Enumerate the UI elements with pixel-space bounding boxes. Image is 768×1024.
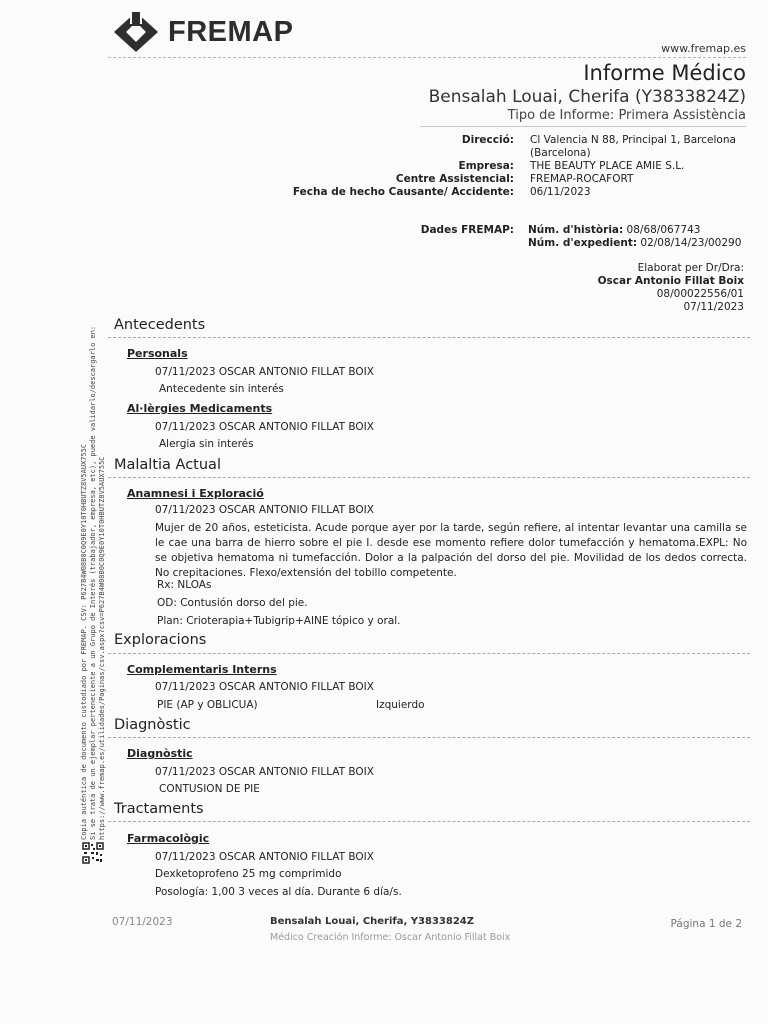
side-legal-line: Copia auténtica de documento custodiado por FREMAP. CSV: P627B4W08B0C0Q9E0Y10T0HBUTZ8V5AUX755C (80, 443, 88, 840)
anamnesi-paragraph: Mujer de 20 años, esteticista. Acude porque ayer por la tarde, según refiere, al intentar levantar una camilla se le cae una barra de hierro sobre el pie I. desde ese momento refiere dolor tumefacción y hematoma.EXPL: No se objetiva hematoma ni tumefacción. Dolor a la palpación del dorso del pie. Movilidad de los dedos correcta. No crepitaciones. Flexo/extensión del tobillo competente. (155, 522, 747, 579)
alergies-entry-text: Alergia sin interés (159, 438, 254, 450)
elaborat-doctor: Oscar Antonio Fillat Boix (597, 275, 744, 287)
section-diagnostic-title: Diagnòstic (114, 717, 191, 733)
personals-entry-text: Antecedente sin interés (159, 383, 284, 395)
diagnostic-text: CONTUSION DE PIE (159, 783, 260, 795)
elaborat-block (598, 262, 744, 314)
diagnostic-sub-title: Diagnòstic (127, 747, 193, 760)
farmacologic-entry-head: 07/11/2023 OSCAR ANTONIO FILLAT BOIX (155, 851, 374, 863)
direccio-value: Cl Valencia N 88, Principal 1, Barcelona (530, 134, 736, 146)
complementaris-entry-head: 07/11/2023 OSCAR ANTONIO FILLAT BOIX (155, 681, 374, 693)
side-legal-text (80, 260, 107, 840)
anamnesi-entry-head: 07/11/2023 OSCAR ANTONIO FILLAT BOIX (155, 504, 374, 516)
od-text: OD: Contusión dorso del pie. (157, 597, 308, 609)
section-divider (108, 337, 750, 338)
side-legal-line: https://www.fremap.es/utilidades/Paginas/csv.aspx?csv=P627B4W08B0C0Q9E0Y10T0HBUTZ8V5AUX755C (98, 456, 106, 840)
historia-label: Núm. d'història: (528, 224, 624, 236)
posologia-text: Posología: 1,00 3 veces al día. Durante 6 día/s. (155, 886, 402, 898)
header-divider (108, 57, 746, 58)
side-laterality-text: Izquierdo (376, 699, 425, 711)
section-malaltia-title: Malaltia Actual (114, 457, 221, 473)
patient-name: Bensalah Louai, Cherifa (Y3833824Z) (428, 87, 746, 107)
elaborat-label: Elaborat per Dr/Dra: (637, 262, 744, 274)
dades-label: Dades FREMAP: (420, 224, 514, 236)
complementaris-title: Complementaris Interns (127, 663, 277, 676)
footer-patient: Bensalah Louai, Cherifa, Y3833824Z (270, 916, 474, 927)
diagnostic-entry-head: 07/11/2023 OSCAR ANTONIO FILLAT BOIX (155, 766, 374, 778)
centre-label: Centre Assistencial: (395, 173, 514, 185)
anamnesi-title: Anamnesi i Exploració (127, 487, 264, 500)
farmacologic-title: Farmacològic (127, 832, 210, 845)
section-divider (108, 821, 750, 822)
website-link[interactable]: www.fremap.es (661, 42, 746, 55)
report-title: Informe Médico (583, 61, 746, 85)
section-antecedents-title: Antecedents (114, 317, 206, 333)
elaborat-code: 08/00022556/01 (656, 288, 744, 300)
personals-entry-head: 07/11/2023 OSCAR ANTONIO FILLAT BOIX (155, 366, 374, 378)
brand-name: FREMAP (168, 15, 294, 48)
rx-text: Rx: NLOAs (157, 579, 212, 591)
elaborat-date: 07/11/2023 (683, 301, 744, 313)
alergies-entry-head: 07/11/2023 OSCAR ANTONIO FILLAT BOIX (155, 421, 374, 433)
historia-value: 08/68/067743 (626, 224, 701, 236)
side-legal-line: Si se trata de un ejemplar perteneciente a un Grupo de Interés (trabajador, empresa, etc), puede validarlo/descargarlo en: (89, 325, 97, 840)
expedient-value: 02/08/14/23/00290 (640, 237, 742, 249)
footer-page-number: Página 1 de 2 (670, 918, 742, 930)
personals-title: Personals (127, 347, 188, 360)
qr-code-icon (82, 842, 104, 864)
footer-date: 07/11/2023 (112, 916, 173, 928)
drug-text: Dexketoprofeno 25 mg comprimido (155, 868, 342, 880)
fremap-logo (112, 10, 293, 54)
section-tractaments-title: Tractaments (114, 801, 204, 817)
section-exploracions-title: Exploracions (114, 632, 207, 648)
centre-value: FREMAP-ROCAFORT (530, 173, 634, 185)
section-divider (108, 477, 750, 478)
title-divider (420, 126, 746, 127)
alergies-title: Al·lèrgies Medicaments (127, 402, 273, 415)
plan-text: Plan: Crioterapia+Tubigrip+AINE tópico y oral. (157, 615, 401, 627)
expedient-label: Núm. d'expedient: (528, 237, 638, 249)
direccio-label: Direcció: (461, 134, 514, 146)
report-type: Tipo de Informe: Primera Assistència (507, 108, 746, 123)
historia-line (528, 224, 700, 236)
fecha-label: Fecha de hecho Causante/ Accidente: (292, 186, 514, 198)
section-divider (108, 737, 750, 738)
section-divider (108, 653, 750, 654)
fremap-logo-icon (112, 10, 160, 54)
expedient-line (528, 237, 741, 249)
footer-creator: Médico Creación Informe: Oscar Antonio Fillat Boix (270, 932, 511, 943)
empresa-label: Empresa: (458, 160, 514, 172)
direccio-value-2: (Barcelona) (530, 147, 591, 159)
fecha-value: 06/11/2023 (530, 186, 591, 198)
pie-text: PIE (AP y OBLICUA) (157, 699, 258, 711)
empresa-value: THE BEAUTY PLACE AMIE S.L. (530, 160, 685, 172)
